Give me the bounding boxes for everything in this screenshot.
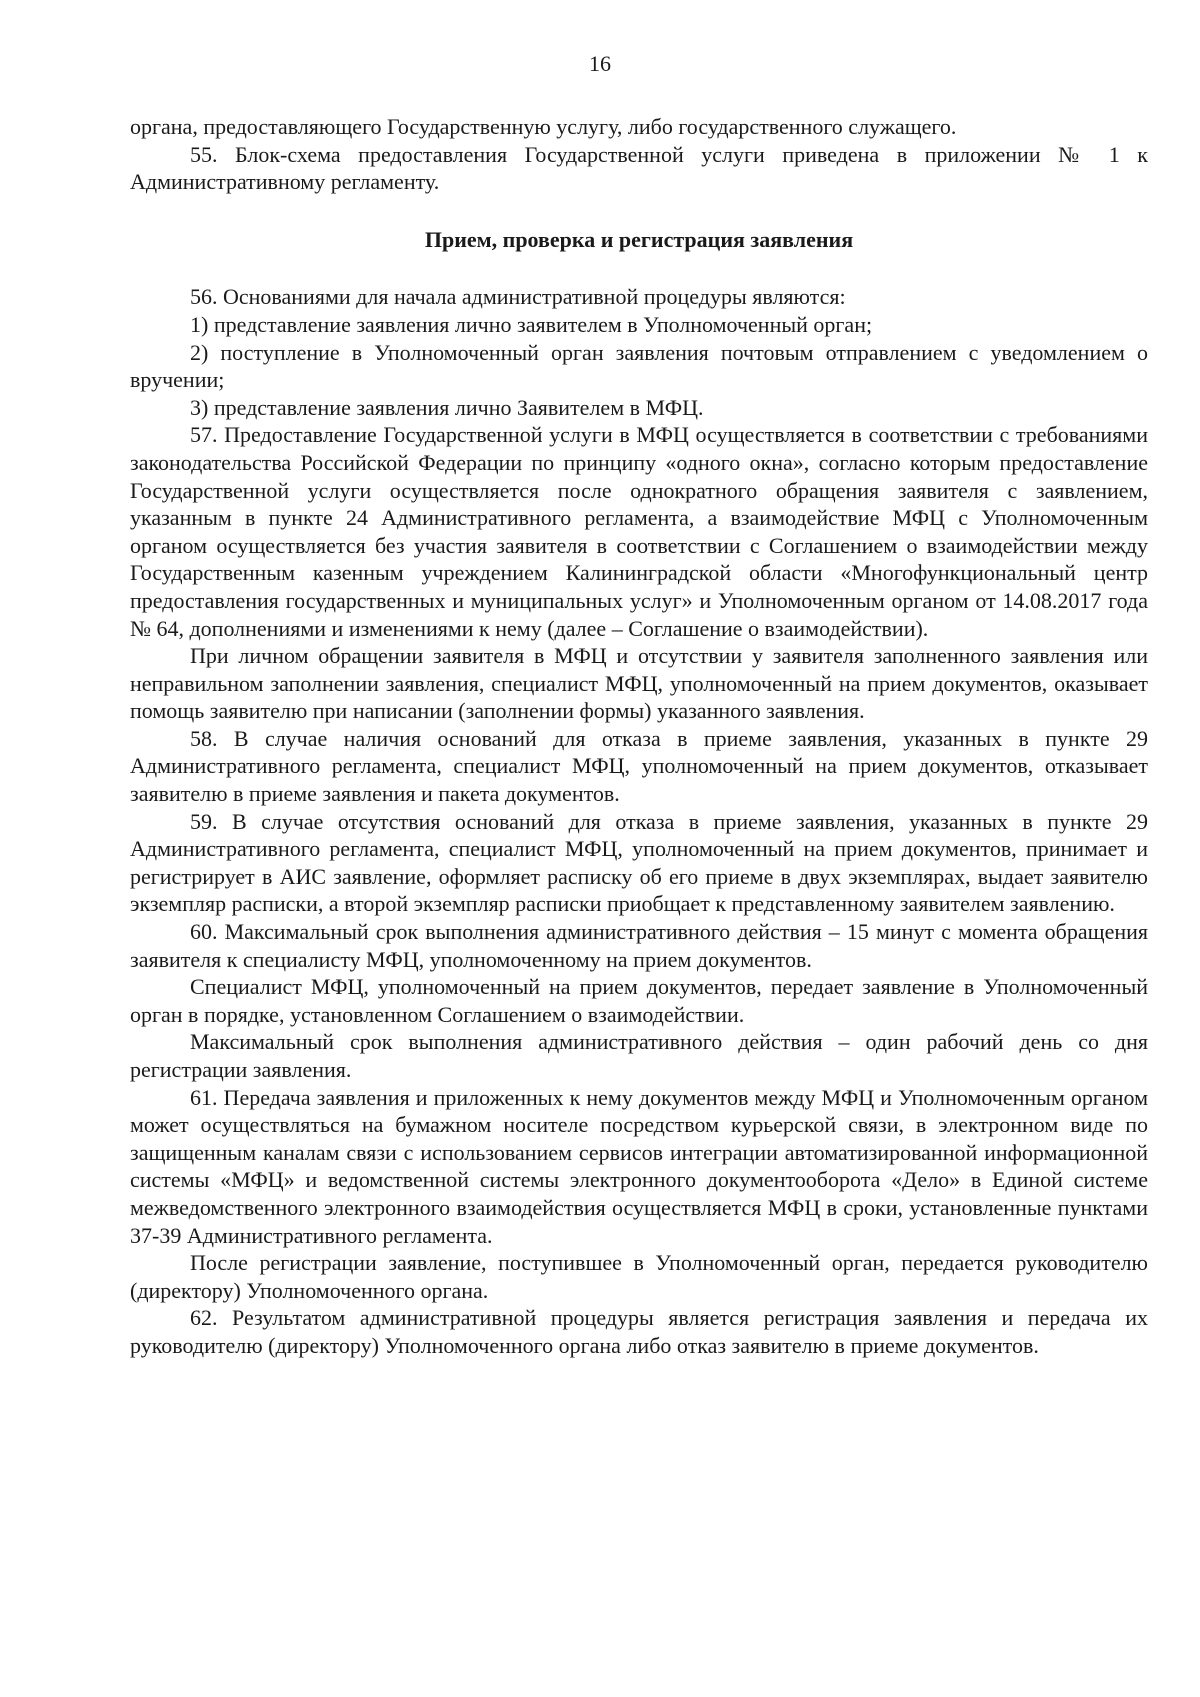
paragraph-56-item-2: 2) поступление в Уполномоченный орган заявления почтовым отправлением с уведомлением о вручении;	[130, 339, 1148, 393]
paragraph-56-item-3: 3) представление заявления лично Заявителем в МФЦ.	[190, 394, 704, 420]
paragraph-58: 58. В случае наличия оснований для отказа в приеме заявления, указанных в пункте 29 Административного регламента, специалист МФЦ, уполномоченный на прием документов, отказывает заявителю в приеме заявления и пакета документов.	[130, 725, 1148, 807]
page-number: 16	[589, 51, 611, 76]
paragraph-55: 55. Блок-схема предоставления Государственной услуги приведена в приложении № 1 к Административному регламенту.	[130, 141, 1148, 195]
paragraph-60-deadline: Максимальный срок выполнения административного действия – один рабочий день со дня регистрации заявления.	[130, 1029, 1148, 1082]
paragraph-57-personal-visit: При личном обращении заявителя в МФЦ и отсутствии у заявителя заполненного заявления или неправильном заполнении заявления, специалист МФЦ, уполномоченный на прием документов, оказывает помощь заявителю при написании (заполнении формы) указанного заявления.	[130, 643, 1148, 724]
paragraph-62: 62. Результатом административной процедуры является регистрация заявления и передача их руководителю (директору) Уполномоченного органа либо отказ заявителю в приеме документов.	[130, 1305, 1148, 1358]
document-body	[130, 113, 1148, 1360]
paragraph-57: 57. Предоставление Государственной услуги в МФЦ осуществляется в соответствии с требованиями законодательства Российской Федерации по принципу «одного окна», согласно которым предоставление Государственной услуги осуществляется после однократного обращения заявителя с заявлением, указанным в пункте 24 Административного регламента, а взаимодействие МФЦ с Уполномоченным органом осуществляется без участия заявителя в соответствии с Соглашением о взаимодействии между Государственным казенным учреждением Калининградской области «Многофункциональный центр предоставления государственных и муниципальных услуг» и Уполномоченным органом от 14.08.2017 года № 64, дополнениями и изменениями к нему (далее – Соглашение о взаимодействии).	[130, 422, 1148, 641]
paragraph-56: 56. Основаниями для начала административной процедуры являются:	[190, 284, 846, 310]
section-title: Прием, проверка и регистрация заявления	[424, 226, 854, 252]
paragraph-56-item-1: 1) представление заявления лично заявителем в Уполномоченный орган;	[190, 311, 873, 337]
paragraph-61: 61. Передача заявления и приложенных к нему документов между МФЦ и Уполномоченным органом может осуществляться на бумажном носителе посредством курьерской связи, в электронном виде по защищенным каналам связи с использованием сервисов интеграции автоматизированной информационной системы «МФЦ» и ведомственной системы электронного документооборота «Дело» в Единой системе межведомственного электронного взаимодействия осуществляется МФЦ в сроки, установленные пунктами 37-39 Административного регламента.	[130, 1084, 1148, 1248]
paragraph-59: 59. В случае отсутствия оснований для отказа в приеме заявления, указанных в пункте 29 Административного регламента, специалист МФЦ, уполномоченный на прием документов, принимает и регистрирует в АИС заявление, оформляет расписку об его приеме в двух экземплярах, выдает заявителю экземпляр расписки, а второй экземпляр расписки приобщает к представленному заявителем заявлению.	[130, 808, 1148, 917]
paragraph-continuation: органа, предоставляющего Государственную услугу, либо государственного служащего.	[130, 114, 957, 139]
paragraph-60: 60. Максимальный срок выполнения административного действия – 15 минут с момента обращения заявителя к специалисту МФЦ, уполномоченному на прием документов.	[130, 919, 1148, 972]
paragraph-61-after-registration: После регистрации заявление, поступившее в Уполномоченный орган, передается руководителю (директору) Уполномоченного органа.	[130, 1250, 1148, 1303]
paragraph-60-transfer: Специалист МФЦ, уполномоченный на прием документов, передает заявление в Уполномоченный орган в порядке, установленном Соглашением о взаимодействии.	[130, 974, 1148, 1027]
